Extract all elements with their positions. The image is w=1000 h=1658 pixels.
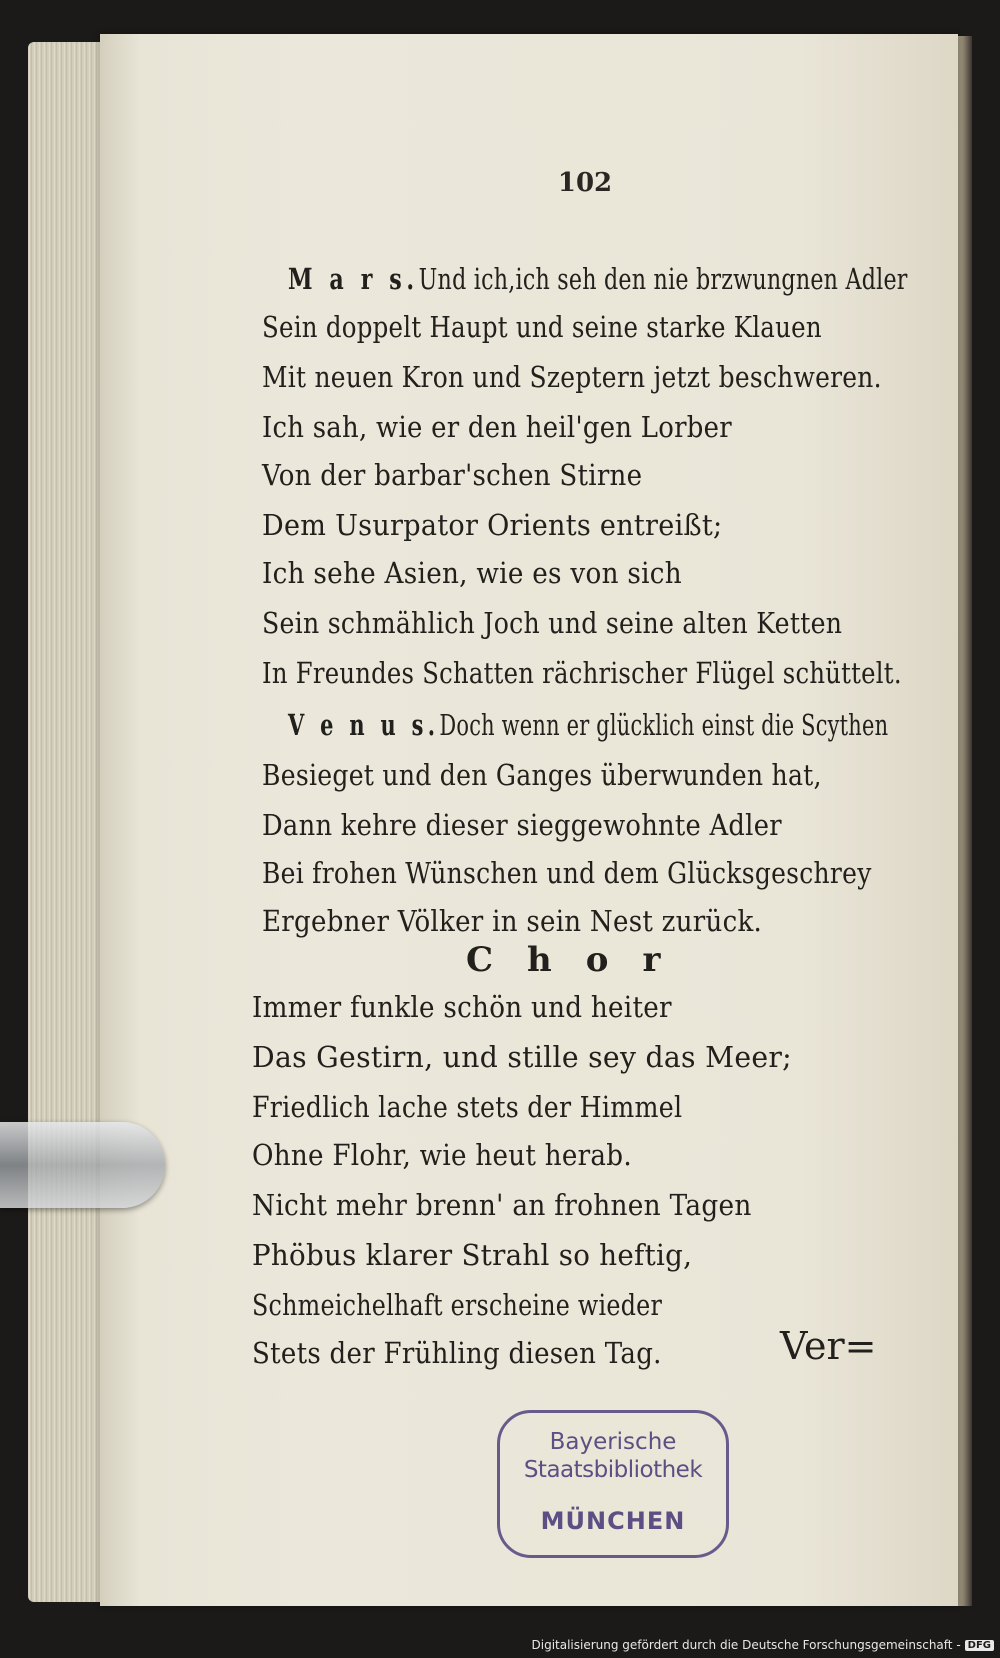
page-holder-clip [0,1122,165,1208]
verse-text-span: Phöbus klarer Strahl so heftig, [252,1238,693,1272]
verse-line [262,508,722,542]
speaker-name: M a r s. [288,262,419,296]
verse-line [252,1040,792,1074]
verse-text-span: Bei frohen Wünschen und dem Glücksgeschrey [262,856,872,890]
stamp-line-2: Staatsbibliothek [523,1457,703,1483]
catchword: Ver= [780,1324,877,1368]
dfg-logo: DFG [965,1640,994,1651]
stamp-line-3: MÜNCHEN [540,1507,686,1535]
verse-text-span: Ergebner Völker in sein Nest zurück. [262,904,763,938]
verse-line [252,1138,632,1172]
verse-text-span: Nicht mehr brenn' an frohnen Tagen [252,1188,752,1222]
verse-line [262,856,872,890]
verse-text-span: Ich sehe Asien, wie es von sich [262,556,682,590]
verse-line [252,1238,692,1272]
verse-text-span: Doch wenn er glücklich einst die Scythen [439,708,889,742]
verse-text-span: Das Gestirn, und stille sey das Meer; [252,1040,792,1074]
verse-text-span: Besieget und den Ganges überwunden hat, [262,758,822,792]
verse-line [262,360,882,394]
verse-text-span: Dann kehre dieser sieggewohnte Adler [262,808,782,842]
verse-text-span: Immer funkle schön und heiter [252,990,672,1024]
verse-text-span: Von der barbar'schen Stirne [262,458,643,492]
verse-text-span: Sein doppelt Haupt und seine starke Klauen [262,310,822,344]
verse-line [288,262,908,296]
verse-text-span: Schmeichelhaft erscheine wieder [252,1288,663,1322]
verse-text-span: Friedlich lache stets der Himmel [252,1090,683,1124]
verse-line [262,606,842,640]
verse-line [262,458,642,492]
verse-line [262,310,822,344]
verse-text-span: Stets der Frühling diesen Tag. [252,1336,662,1370]
verse-text-span: Ohne Flohr, wie heut herab. [252,1138,632,1172]
stamp-line-1: Bayerische [549,1429,677,1455]
verse-line [252,1090,682,1124]
verse-line [252,990,672,1024]
verse-text-span: In Freundes Schatten rächrischer Flügel schüttelt. [262,656,902,690]
verse-line [262,556,682,590]
library-stamp [497,1410,729,1558]
verse-line [252,1336,662,1370]
verse-text-span: Dem Usurpator Orients entreißt; [262,508,723,542]
page-number: 102 [557,168,613,198]
chorus-heading: Chor [466,940,695,980]
verse-line [262,808,782,842]
digitization-footer [532,1636,995,1654]
verse-line [252,1188,752,1222]
verse-line [288,708,888,742]
verse-line [262,656,902,690]
verse-text-span: Ich sah, wie er den heil'gen Lorber [262,410,732,444]
speaker-name: V e n u s. [288,708,440,742]
verse-line [262,904,762,938]
verse-line [262,410,732,444]
verse-line [262,758,822,792]
verse-text-span: Mit neuen Kron und Szeptern jetzt beschweren. [262,360,882,394]
verse-line [252,1288,662,1322]
verse-text-span: Und ich,ich seh den nie brzwungnen Adler [418,262,908,296]
footer-text: Digitalisierung gefördert durch die Deutsche Forschungsgemeinschaft - [531,1638,961,1652]
verse-text-span: Sein schmählich Joch und seine alten Ketten [262,606,843,640]
